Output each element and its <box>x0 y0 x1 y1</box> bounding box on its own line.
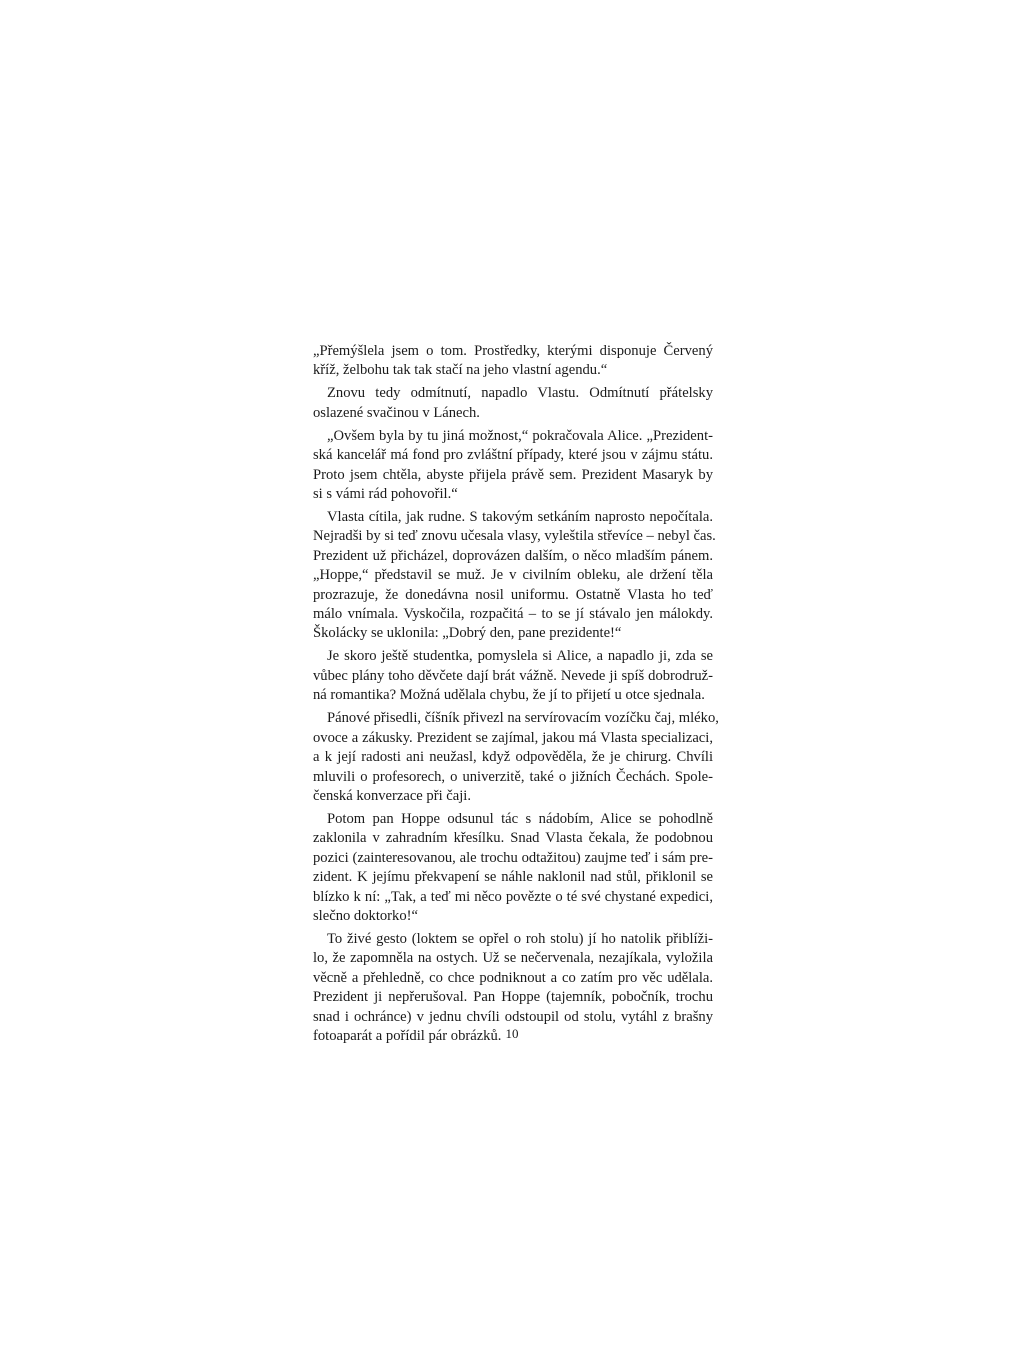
text-line: mluvili o profesorech, o univerzitě, také o jižních Čechách. Spole- <box>313 768 713 785</box>
text-line: Znovu tedy odmítnutí, napadlo Vlastu. Odmítnutí přátelsky <box>327 385 713 402</box>
text-line: si s vámi rád pohovořil.“ <box>313 486 458 503</box>
text-line: Školácky se uklonila: „Dobrý den, pane prezidente!“ <box>313 625 622 642</box>
text-line: Vlasta cítila, jak rudne. S takovým setkáním naprosto nepočítala. <box>327 509 713 526</box>
paragraph <box>313 384 713 423</box>
text-line: Prezident ji nepřerušoval. Pan Hoppe (tajemník, pobočník, trochu <box>313 989 713 1006</box>
text-line: vůbec plány toho děvčete dají brát vážně. Nevede ji spíš dobrodruž- <box>313 667 713 684</box>
text-line: ská kancelář má fond pro zvláštní případy, které jsou v zájmu státu. <box>313 447 713 464</box>
text-line: pozici (zainteresovanou, ale trochu odtažitou) zaujme teď i sám pre- <box>313 849 713 866</box>
page-number: 10 <box>505 1026 519 1041</box>
text-line: lo, že zapomněla na ostych. Už se nečervenala, nezajíkala, vyložila <box>313 950 713 967</box>
text-line: slečno doktorko!“ <box>313 907 418 924</box>
paragraph <box>313 427 713 505</box>
text-line: „Hoppe,“ představil se muž. Je v civilním obleku, ale držení těla <box>313 567 713 584</box>
paragraph <box>313 810 713 926</box>
text-line: prozrazuje, že donedávna nosil uniformu. Ostatně Vlasta ho teď <box>313 586 713 603</box>
text-line: věcně a přehledně, co chce podniknout a co zatím pro věc udělala. <box>313 969 713 986</box>
text-line: „Přemýšlela jsem o tom. Prostředky, kterými disponuje Červený <box>313 343 713 359</box>
text-line: Proto jsem chtěla, abyste přijela právě sem. Prezident Masaryk by <box>313 466 713 483</box>
paragraph <box>313 508 716 644</box>
text-line: kříž, želbohu tak tak stačí na jeho vlastní agendu.“ <box>313 362 608 379</box>
text-line: Je skoro ještě studentka, pomyslela si Alice, a napadlo ji, zda se <box>327 648 713 665</box>
text-line: blízko k ní: „Tak, a teď mi něco povězte o té své chystané expedici, <box>313 888 713 905</box>
text-line: ovoce a zákusky. Prezident se zajímal, jakou má Vlasta specializaci, <box>313 729 713 746</box>
text-line: oslazené svačinou v Lánech. <box>313 404 480 421</box>
text-line: čenská konverzace při čaji. <box>313 787 472 804</box>
paragraph <box>313 709 719 806</box>
paragraph <box>313 342 713 381</box>
text-line: ná romantika? Možná udělala chybu, že jí to přijetí u otce sjednala. <box>313 687 705 704</box>
text-line: Potom pan Hoppe odsunul tác s nádobím, Alice se pohodlně <box>327 810 713 827</box>
text-line: zident. K jejímu překvapení se náhle naklonil nad stůl, přiklonil se <box>313 869 713 886</box>
text-line: Prezident už přicházel, doprovázen dalším, o něco mladším pánem. <box>313 547 713 564</box>
text-line: Nejradši by si teď znovu učesala vlasy, vyleštila střevíce – nebyl čas. <box>313 528 716 545</box>
text-line: a k její radosti ani neužasl, když odpověděla, že je chirurg. Chvíli <box>313 749 713 766</box>
body-text <box>313 342 719 1050</box>
text-line: snad i ochránce) v jednu chvíli odstoupil od stolu, vytáhl z brašny <box>313 1008 713 1025</box>
text-line: fotoaparát a pořídil pár obrázků. <box>313 1027 502 1044</box>
text-line: „Ovšem byla by tu jiná možnost,“ pokračovala Alice. „Prezident- <box>327 427 713 444</box>
text-line: zaklonila v zahradním křesílku. Snad Vlasta čekala, že podobnou <box>313 830 713 847</box>
text-line: To živé gesto (loktem se opřel o roh stolu) jí ho natolik přiblíži- <box>327 930 713 947</box>
text-line: Pánové přisedli, číšník přivezl na servírovacím vozíčku čaj, mléko, <box>327 710 719 727</box>
text-line: málo vnímala. Vyskočila, rozpačitá – to se jí stávalo jen málokdy. <box>313 606 713 623</box>
paragraph <box>313 647 713 705</box>
